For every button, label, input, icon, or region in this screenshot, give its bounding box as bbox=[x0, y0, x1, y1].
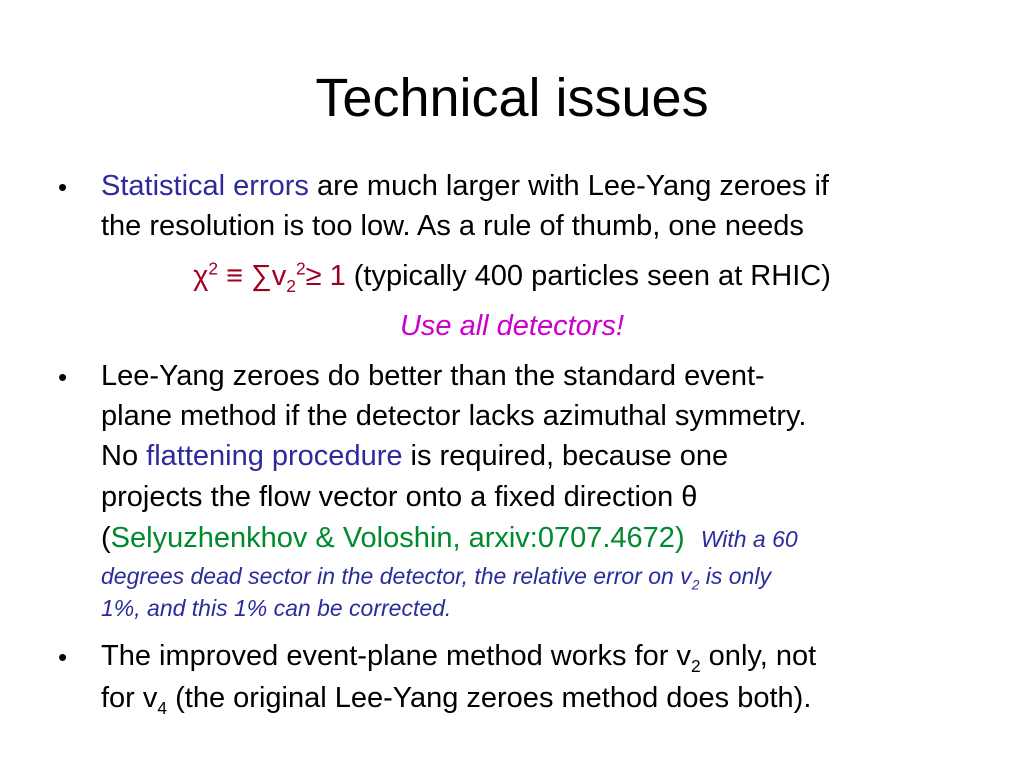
slide-title: Technical issues bbox=[315, 68, 709, 128]
reference-citation: Selyuzhenkhov & Voloshin, arxiv:0707.4672) bbox=[110, 522, 685, 554]
bullet3-line1-pre: The improved event-plane method works for v bbox=[101, 640, 691, 672]
paren-open: ( bbox=[101, 522, 111, 554]
note-sub: 2 bbox=[691, 577, 700, 593]
bullet1-line1-rest: are much larger with Lee-Yang zeroes if bbox=[308, 170, 829, 202]
statistical-errors-highlight: Statistical errors bbox=[101, 170, 309, 202]
bullet2-line4: projects the flow vector onto a fixed direction θ bbox=[101, 481, 698, 513]
bullet2-line3-pre: No bbox=[101, 440, 147, 472]
bullet3-line1-sub: 2 bbox=[690, 655, 701, 676]
bullet2-line3-post: is required, because one bbox=[402, 440, 729, 472]
formula-chi: χ bbox=[193, 260, 209, 292]
bullet3-line2-pre: for v bbox=[101, 682, 158, 714]
bullet-marker: • bbox=[58, 642, 68, 672]
bullet3-line1 bbox=[101, 636, 981, 676]
formula-sum: ≡ ∑v bbox=[218, 260, 287, 292]
bullet3-line1-post: only, not bbox=[700, 640, 817, 672]
note-line3: 1%, and this 1% can be corrected. bbox=[101, 595, 452, 621]
note-start: With a 60 bbox=[700, 526, 798, 552]
bullet3-line2-post: (the original Lee-Yang zeroes method does both). bbox=[167, 682, 812, 714]
emphasis-line: Use all detectors! bbox=[399, 310, 625, 342]
flattening-procedure-highlight: flattening procedure bbox=[146, 440, 403, 472]
formula-end: ≥ 1 bbox=[305, 260, 346, 292]
formula-note: (typically 400 particles seen at RHIC) bbox=[345, 260, 831, 292]
note-line2 bbox=[101, 560, 981, 592]
bullet2-line5 bbox=[101, 518, 981, 559]
bullet-marker: • bbox=[58, 362, 68, 392]
formula-sub: 2 bbox=[286, 275, 296, 296]
note-line2-post: is only bbox=[699, 563, 771, 589]
bullet3-line2 bbox=[101, 678, 981, 718]
bullet3-line2-sub: 4 bbox=[157, 697, 168, 718]
formula-sup: 2 bbox=[208, 258, 219, 279]
bullet2-line3 bbox=[101, 436, 981, 476]
formula-sup2: 2 bbox=[295, 258, 306, 279]
note-line2-pre: degrees dead sector in the detector, the relative error on v bbox=[101, 563, 692, 589]
bullet-marker: • bbox=[58, 172, 68, 202]
formula-line bbox=[0, 256, 1024, 296]
formula bbox=[193, 258, 346, 296]
bullet1-line2: the resolution is too low. As a rule of thumb, one needs bbox=[101, 210, 804, 242]
bullet1-line1 bbox=[101, 166, 981, 206]
bullet2-line2: plane method if the detector lacks azimuthal symmetry. bbox=[101, 400, 807, 432]
bullet2-line1: Lee-Yang zeroes do better than the standard event- bbox=[101, 360, 765, 392]
